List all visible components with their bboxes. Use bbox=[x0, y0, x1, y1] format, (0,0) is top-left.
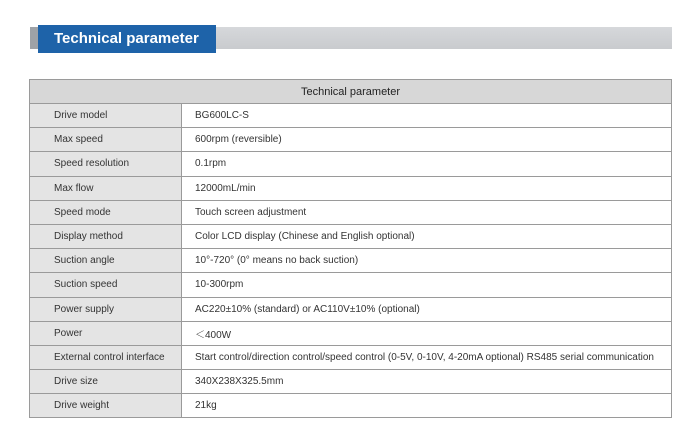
parameter-value: 340X238X325.5mm bbox=[182, 370, 672, 394]
parameter-value: Touch screen adjustment bbox=[182, 200, 672, 224]
table-row bbox=[30, 273, 672, 297]
parameter-value: BG600LC-S bbox=[182, 104, 672, 128]
parameter-label: Max flow bbox=[30, 176, 182, 200]
parameter-label: Max speed bbox=[30, 128, 182, 152]
parameter-value: Start control/direction control/speed control (0-5V, 0-10V, 4-20mA optional) RS485 serial communication bbox=[182, 345, 672, 369]
table-caption: Technical parameter bbox=[30, 80, 672, 104]
table-row bbox=[30, 152, 672, 176]
table-row bbox=[30, 321, 672, 345]
parameter-value: 10-300rpm bbox=[182, 273, 672, 297]
table-row bbox=[30, 297, 672, 321]
table-row bbox=[30, 128, 672, 152]
parameter-value: ＜400W bbox=[182, 321, 672, 345]
table-header-row bbox=[30, 80, 672, 104]
parameter-label: External control interface bbox=[30, 345, 182, 369]
table-row bbox=[30, 370, 672, 394]
table-row bbox=[30, 394, 672, 418]
parameter-value: 21kg bbox=[182, 394, 672, 418]
parameter-label: Suction speed bbox=[30, 273, 182, 297]
parameter-value: AC220±10% (standard) or AC110V±10% (optional) bbox=[182, 297, 672, 321]
parameter-label: Suction angle bbox=[30, 249, 182, 273]
parameter-label: Display method bbox=[30, 224, 182, 248]
parameter-label: Power bbox=[30, 321, 182, 345]
table-body bbox=[30, 104, 672, 418]
technical-parameter-table bbox=[29, 79, 672, 418]
table-row bbox=[30, 224, 672, 248]
table-row bbox=[30, 104, 672, 128]
parameter-label: Speed mode bbox=[30, 200, 182, 224]
parameter-label: Drive weight bbox=[30, 394, 182, 418]
parameter-label: Speed resolution bbox=[30, 152, 182, 176]
parameter-label: Drive size bbox=[30, 370, 182, 394]
section-title: Technical parameter bbox=[38, 25, 216, 53]
table-row bbox=[30, 200, 672, 224]
parameter-value: Color LCD display (Chinese and English optional) bbox=[182, 224, 672, 248]
parameter-label: Power supply bbox=[30, 297, 182, 321]
parameter-value: 0.1rpm bbox=[182, 152, 672, 176]
parameter-value: 10°-720° (0° means no back suction) bbox=[182, 249, 672, 273]
parameter-value: 600rpm (reversible) bbox=[182, 128, 672, 152]
table-row bbox=[30, 176, 672, 200]
table-row bbox=[30, 249, 672, 273]
parameter-label: Drive model bbox=[30, 104, 182, 128]
table-row bbox=[30, 345, 672, 369]
parameter-value: 12000mL/min bbox=[182, 176, 672, 200]
